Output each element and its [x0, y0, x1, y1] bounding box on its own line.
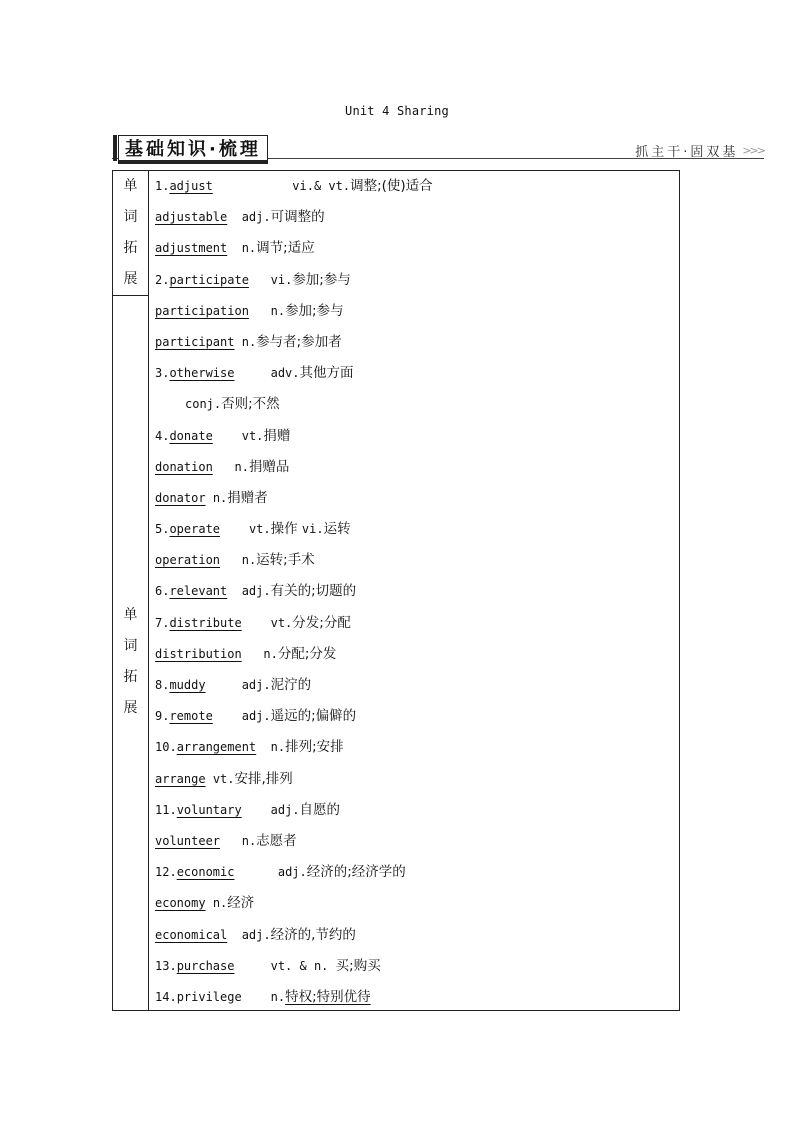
label-char: 拓 — [123, 669, 138, 685]
spacer — [227, 576, 241, 607]
vocab-word: muddy — [169, 678, 206, 692]
spacer — [206, 764, 213, 795]
vocab-row — [155, 545, 679, 576]
item-number: 7. — [155, 615, 170, 630]
section-tagline — [635, 141, 764, 160]
vocab-row — [155, 265, 679, 296]
category-label-top — [113, 171, 148, 295]
vocab-word: economic — [176, 865, 235, 880]
part-of-speech: adj. — [241, 709, 271, 724]
indent-spacer — [155, 389, 185, 420]
label-char: 展 — [123, 700, 138, 716]
part-of-speech: n. — [270, 740, 286, 755]
definition: 排列;安排 — [285, 739, 344, 756]
vocab-row — [155, 951, 679, 982]
spacer — [213, 421, 242, 452]
part-of-speech: adj. — [270, 802, 300, 817]
definition: 特权;特别优待 — [285, 988, 371, 1005]
item-number: 14. — [155, 989, 177, 1004]
vocab-word: purchase — [176, 958, 235, 973]
definition: 分配;分发 — [277, 645, 337, 662]
spacer — [227, 920, 241, 951]
definition: 调节;适应 — [256, 240, 315, 257]
vocab-word: volunteer — [155, 833, 221, 848]
vocab-word: participate — [169, 272, 249, 287]
spacer — [227, 233, 241, 264]
spacer — [249, 296, 271, 327]
part-of-speech: vt. — [241, 428, 264, 443]
label-char: 单 — [123, 178, 138, 194]
vocab-word: arrangement — [176, 740, 257, 755]
vocab-row — [155, 920, 679, 951]
vocab-word: otherwise — [169, 366, 235, 381]
item-number: 13. — [155, 958, 177, 973]
part-of-speech: n. — [241, 833, 257, 848]
vocab-row — [155, 795, 679, 826]
item-number: 10. — [155, 740, 177, 755]
part-of-speech: adj. — [277, 865, 307, 880]
spacer — [256, 732, 270, 763]
part-of-speech: n. — [241, 553, 257, 568]
vocab-row — [155, 296, 679, 327]
definition: 运转;手术 — [256, 552, 315, 569]
spacer — [234, 951, 270, 982]
part-of-speech: adj. — [241, 678, 271, 692]
item-number: 3. — [155, 366, 170, 381]
vocab-word: arrange — [155, 771, 206, 786]
definition: 自愿的 — [299, 801, 341, 818]
vocab-row — [155, 452, 679, 483]
definition: 参加;参与 — [285, 302, 344, 319]
spacer — [242, 795, 271, 826]
part-of-speech: n. — [241, 334, 257, 349]
part-of-speech: conj. — [185, 397, 222, 412]
item-number: 4. — [155, 428, 170, 443]
part-of-speech: vi. — [301, 522, 324, 537]
vocab-row — [155, 982, 679, 1013]
vocab-word: donate — [169, 428, 213, 443]
spacer — [220, 826, 242, 857]
vocab-row — [155, 389, 679, 420]
vocab-word: economical — [155, 927, 228, 942]
tagline-text: 抓主干·固双基 — [635, 145, 739, 160]
part-of-speech: n. — [212, 896, 228, 911]
vocab-word: economy — [155, 896, 206, 911]
vocab-row — [155, 888, 679, 919]
spacer — [206, 670, 242, 701]
vocab-word: voluntary — [176, 802, 242, 817]
spacer — [234, 857, 277, 888]
part-of-speech: vi.& vt. — [292, 179, 351, 193]
item-number: 8. — [155, 678, 170, 692]
definition: 捐赠品 — [248, 458, 290, 475]
vocab-row — [155, 608, 679, 639]
vocab-row — [155, 670, 679, 701]
vocab-word: donation — [155, 459, 213, 474]
vocab-row — [155, 233, 679, 264]
vocab-list — [155, 171, 679, 1013]
label-char: 拓 — [123, 240, 138, 256]
spacer — [242, 639, 264, 670]
vocab-row — [155, 732, 679, 763]
item-number: 5. — [155, 522, 170, 537]
spacer — [234, 358, 270, 389]
definition: 分发;分配 — [292, 614, 351, 631]
label-char: 词 — [123, 209, 138, 225]
vocab-word: participant — [155, 334, 235, 349]
spacer — [220, 514, 249, 545]
definition: 经济 — [227, 895, 255, 912]
vocab-word: participation — [155, 303, 249, 318]
label-char: 单 — [123, 607, 138, 623]
item-number: 11. — [155, 802, 177, 817]
spacer — [234, 327, 241, 358]
item-number: 9. — [155, 709, 170, 724]
chevrons-right-icon: >>> — [742, 144, 764, 157]
part-of-speech: n. — [241, 241, 257, 256]
vocab-row — [155, 826, 679, 857]
definition: 否则;不然 — [221, 396, 280, 413]
vocab-row — [155, 639, 679, 670]
part-of-speech: n. — [270, 989, 286, 1004]
part-of-speech: vt. — [212, 771, 235, 786]
definition: 经济的;经济学的 — [306, 864, 406, 881]
item-number: 1. — [155, 179, 170, 193]
vocab-row — [155, 483, 679, 514]
vocab-table — [112, 170, 680, 1011]
definition: 志愿者 — [256, 832, 297, 849]
section-header — [112, 134, 764, 160]
item-number: 12. — [155, 865, 177, 880]
part-of-speech: n. — [234, 459, 249, 474]
item-number: 2. — [155, 272, 170, 287]
vocab-word: relevant — [169, 584, 228, 599]
definition: 捐赠者 — [227, 489, 268, 506]
vocab-row — [155, 327, 679, 358]
vocab-word: adjustment — [155, 241, 228, 256]
definition: 泥泞的 — [270, 677, 312, 693]
spacer — [242, 608, 271, 639]
definition: 遥远的;偏僻的 — [270, 708, 357, 725]
section-badge: 基础知识·梳理 — [118, 135, 268, 161]
spacer — [213, 701, 242, 732]
definition: 经济的,节约的 — [270, 926, 356, 943]
vocab-word: operate — [169, 522, 221, 537]
vocab-row — [155, 514, 679, 545]
vocab-row — [155, 358, 679, 389]
part-of-speech: vt. — [248, 522, 271, 537]
watermark — [598, 760, 610, 790]
definition: 捐赠 — [263, 427, 291, 444]
spacer — [213, 171, 292, 202]
vocab-word: privilege — [176, 989, 242, 1004]
definition: 参加;参与 — [292, 271, 351, 288]
part-of-speech: vt. — [270, 615, 293, 630]
vocab-word: remote — [169, 709, 213, 724]
vocab-word: adjustable — [155, 210, 228, 225]
part-of-speech: adj. — [241, 927, 271, 942]
vocab-word: donator — [155, 490, 206, 505]
vocab-word: distribute — [169, 615, 242, 630]
vocab-row — [155, 576, 679, 607]
part-of-speech: adj. — [241, 210, 271, 225]
part-of-speech: n. — [212, 490, 228, 505]
category-label-bottom — [113, 600, 148, 724]
spacer — [242, 982, 271, 1013]
part-of-speech: adv. — [270, 366, 300, 381]
definition: 买;购买 — [335, 957, 381, 974]
vocab-row — [155, 202, 679, 233]
spacer — [249, 265, 271, 296]
definition: 安排,排列 — [234, 770, 293, 787]
definition: 运转 — [323, 521, 351, 538]
vocab-row — [155, 857, 679, 888]
vocab-row — [155, 171, 679, 202]
definition: 其他方面 — [299, 365, 354, 382]
unit-title: Unit 4 Sharing — [345, 104, 449, 118]
label-divider — [113, 295, 148, 296]
vocab-row — [155, 701, 679, 732]
spacer — [206, 483, 213, 514]
column-divider — [148, 171, 149, 1010]
part-of-speech: vi. — [270, 272, 293, 287]
part-of-speech: adj. — [241, 584, 271, 599]
part-of-speech: n. — [270, 303, 286, 318]
definition: 参与者;参加者 — [256, 333, 342, 350]
vocab-row — [155, 421, 679, 452]
vocab-word: distribution — [155, 646, 242, 661]
part-of-speech: vt. & n. — [270, 958, 336, 973]
definition: 调整;(使)适合 — [350, 178, 433, 194]
definition: 可调整的 — [270, 209, 325, 226]
vocab-word: adjust — [169, 179, 213, 193]
vocab-word: operation — [155, 553, 221, 568]
spacer — [220, 545, 242, 576]
item-number: 6. — [155, 584, 170, 599]
label-char: 词 — [123, 638, 138, 654]
part-of-speech: n. — [263, 646, 278, 661]
definition: 有关的;切题的 — [270, 583, 357, 600]
spacer — [206, 888, 213, 919]
spacer — [227, 202, 241, 233]
label-char: 展 — [123, 271, 138, 287]
spacer — [213, 452, 235, 483]
definition: 操作 — [270, 521, 302, 538]
